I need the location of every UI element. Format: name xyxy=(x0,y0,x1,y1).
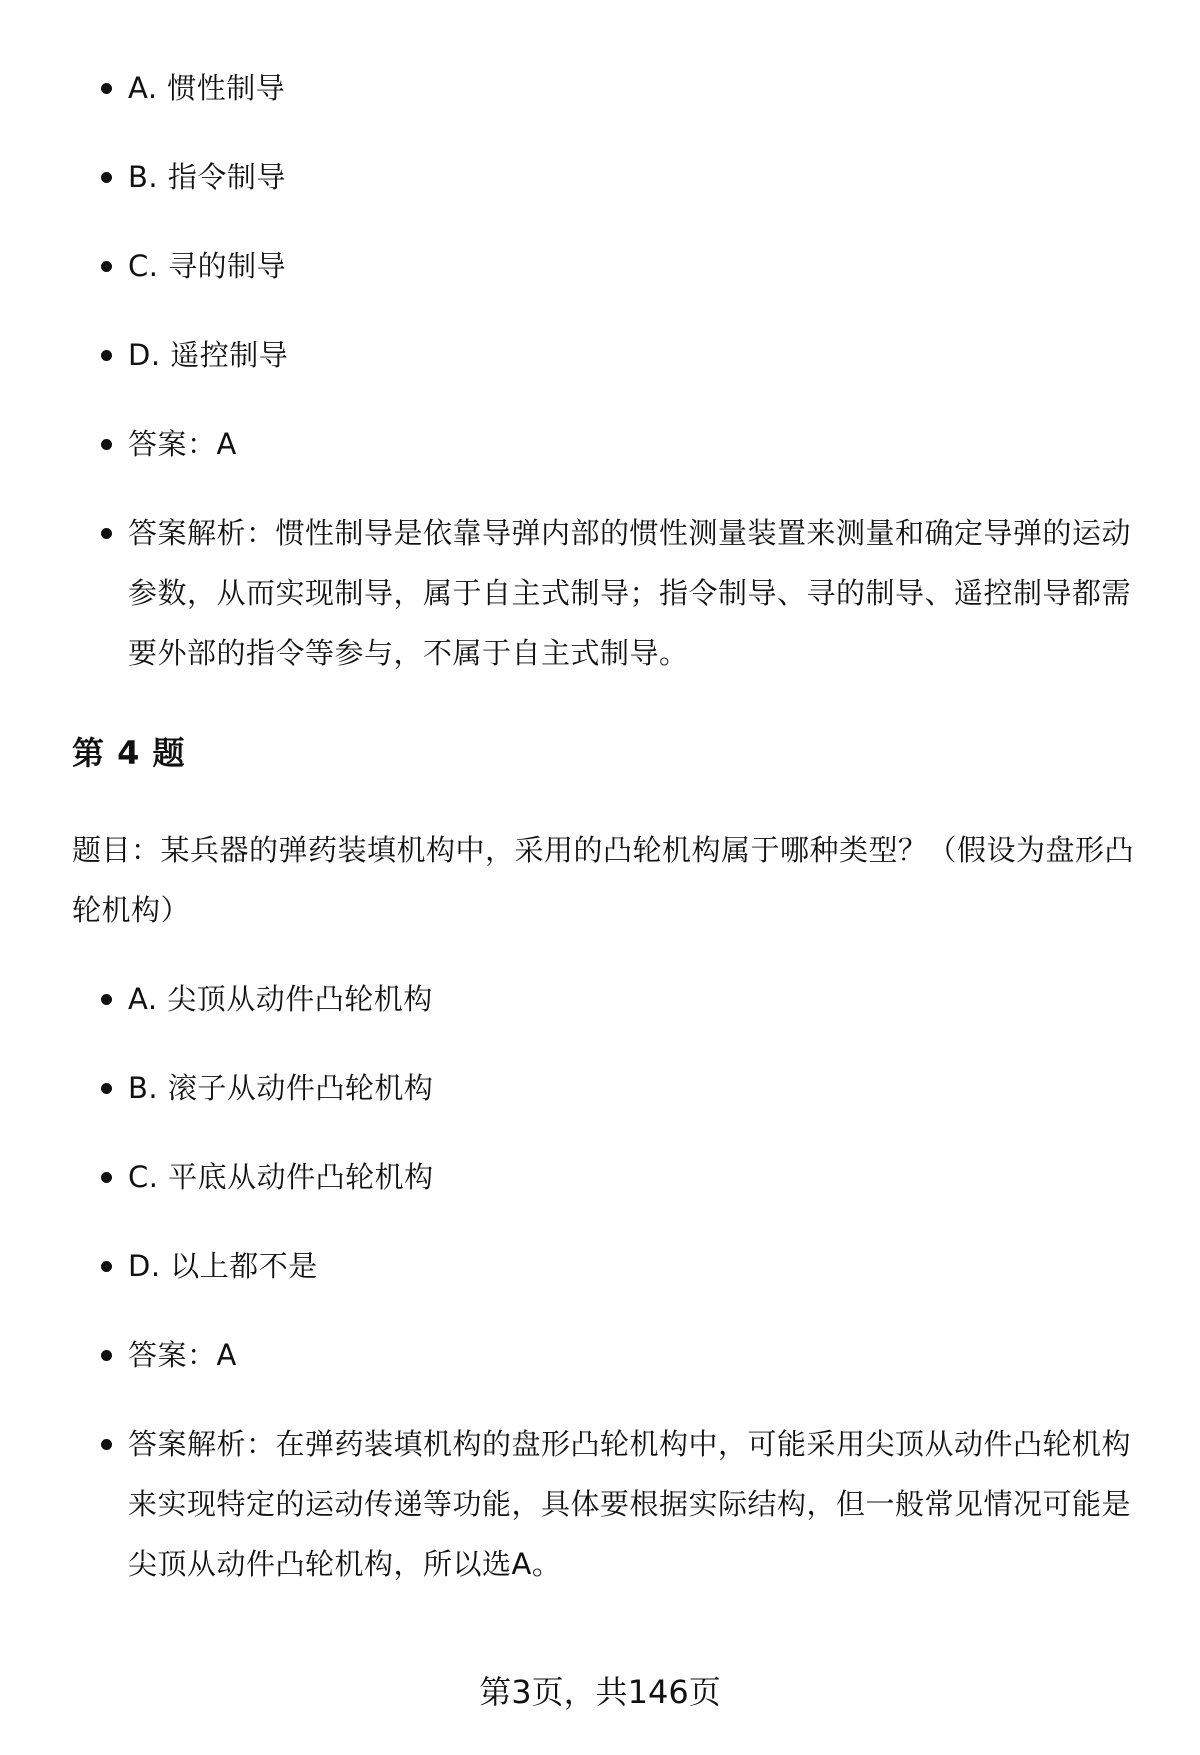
q4-answer: 答案：A xyxy=(128,1325,1148,1385)
q4-option-d: D. 以上都不是 xyxy=(128,1236,1148,1296)
q4-option-b: B. 滚子从动件凸轮机构 xyxy=(128,1058,1148,1118)
q3-explanation: 答案解析：惯性制导是依靠导弹内部的惯性测量装置来测量和确定导弹的运动参数，从而实现制导，属于自主式制导；指令制导、寻的制导、遥控制导都需要外部的指令等参与，不属于自主式制导。 xyxy=(128,503,1148,683)
q3-option-a: A. 惯性制导 xyxy=(128,58,1148,118)
q4-option-a: A. 尖顶从动件凸轮机构 xyxy=(128,969,1148,1029)
q4-question-text: 题目：某兵器的弹药装填机构中，采用的凸轮机构属于哪种类型？（假设为盘形凸轮机构） xyxy=(72,833,1135,927)
q3-option-d: D. 遥控制导 xyxy=(128,325,1148,385)
page-number-footer: 第3页，共146页 xyxy=(479,1673,721,1711)
q3-answer: 答案：A xyxy=(128,414,1148,474)
q4-heading: 第 4 题 xyxy=(72,734,186,772)
q3-option-b: B. 指令制导 xyxy=(128,147,1148,207)
q3-option-c: C. 寻的制导 xyxy=(128,236,1148,296)
q4-explanation: 答案解析：在弹药装填机构的盘形凸轮机构中，可能采用尖顶从动件凸轮机构来实现特定的运动传递等功能，具体要根据实际结构，但一般常见情况可能是尖顶从动件凸轮机构，所以选A。 xyxy=(128,1414,1148,1594)
q4-option-c: C. 平底从动件凸轮机构 xyxy=(128,1147,1148,1207)
